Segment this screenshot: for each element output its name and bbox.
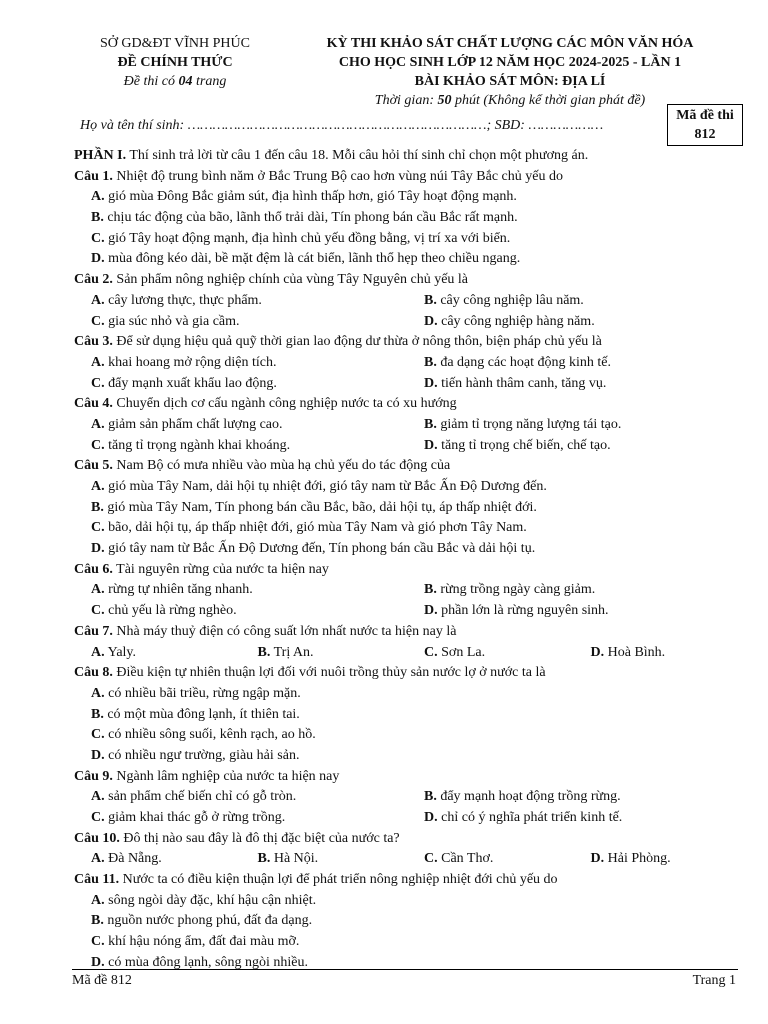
answer-option	[74, 539, 740, 560]
answer-option	[407, 787, 740, 808]
option-text: cây công nghiệp lâu năm.	[436, 292, 584, 308]
option-label: D.	[424, 375, 438, 391]
option-text: gió tây nam từ Bắc Ấn Độ Dương đến, Tín phong bán cầu Bắc và dải hội tụ.	[104, 541, 536, 557]
option-label: D.	[590, 644, 605, 660]
option-text: Cần Thơ.	[437, 851, 494, 867]
answer-option	[407, 808, 740, 829]
student-info-line: Họ và tên thí sinh: ………………………………………………………………; SBD: ………………	[80, 118, 604, 133]
answer-option	[74, 601, 407, 622]
answer-option	[74, 705, 740, 726]
question-text: Chuyển dịch cơ cấu ngành công nghiệp nước ta có xu hướng	[112, 396, 457, 412]
answer-option	[407, 415, 740, 436]
option-label: B.	[424, 416, 437, 432]
option-text: có mùa đông lạnh, sông ngòi nhiều.	[104, 954, 308, 970]
question-text: Ngành lâm nghiệp của nước ta hiện nay	[112, 768, 340, 784]
question-text: Nước ta có điều kiện thuận lợi để phát triển nông nghiệp nhiệt đới chủ yếu do	[119, 872, 558, 888]
header-left	[60, 34, 290, 91]
question-stem	[74, 167, 740, 188]
option-label: B.	[424, 582, 437, 598]
answer-option	[74, 436, 407, 457]
answer-option	[74, 229, 740, 250]
option-label: C.	[91, 437, 105, 453]
option-text: gió mùa Tây Nam, Tín phong bán cầu Bắc, bão, dải hội tụ, áp thấp nhiệt đới.	[103, 499, 537, 515]
answer-row	[74, 601, 740, 622]
option-text: có nhiều ngư trường, giàu hải sản.	[104, 747, 300, 763]
department-name: SỞ GD&ĐT VĨNH PHÚC	[99, 36, 250, 51]
option-label: B.	[424, 789, 437, 805]
option-text: gió Tây hoạt động mạnh, địa hình chủ yếu đồng bằng, vị trí xa với biển.	[104, 230, 511, 246]
answer-option	[74, 518, 740, 539]
option-label: C.	[91, 520, 105, 536]
answer-option	[407, 601, 740, 622]
option-text: chỉ có ý nghĩa phát triển kinh tế.	[437, 810, 623, 825]
option-label: A.	[91, 416, 105, 432]
option-label: C.	[91, 313, 105, 329]
answer-option	[74, 580, 407, 601]
option-label: A.	[91, 479, 105, 494]
option-text: Yaly.	[104, 644, 137, 660]
option-text: đẩy mạnh xuất khẩu lao động.	[104, 375, 277, 391]
answer-option	[74, 477, 740, 498]
option-label: D.	[424, 810, 438, 825]
option-text: có nhiều sông suối, kênh rạch, ao hồ.	[104, 727, 316, 743]
option-label: D.	[424, 437, 438, 453]
question-stem	[74, 870, 740, 891]
header-right	[290, 34, 730, 110]
question-text: Sản phẩm nông nghiệp chính của vùng Tây Nguyên chủ yếu là	[112, 272, 469, 288]
question-number: Câu 9.	[74, 768, 113, 784]
answer-option	[407, 312, 740, 333]
question-text: Nhà máy thuỷ điện có công suất lớn nhất nước ta hiện nay là	[112, 623, 457, 639]
answer-option	[74, 291, 407, 312]
footer-exam-code: Mã đề 812	[72, 973, 132, 988]
answer-option	[407, 849, 574, 870]
option-label: C.	[424, 644, 438, 660]
option-text: bão, dải hội tụ, áp thấp nhiệt đới, gió mùa Tây Nam và gió phơn Tây Nam.	[104, 520, 527, 536]
question-text: Điều kiện tự nhiên thuận lợi đối với nuôi trồng thủy sản nước lợ ở nước ta là	[112, 665, 546, 681]
answer-option	[74, 415, 407, 436]
answer-row	[74, 808, 740, 829]
answer-row	[74, 580, 740, 601]
option-text: Trị An.	[270, 644, 314, 660]
option-label: C.	[91, 230, 105, 246]
question-text: Để sử dụng hiệu quả quỹ thời gian lao động dư thừa ở nông thôn, biện pháp chủ yếu là	[112, 334, 602, 350]
answer-option	[74, 498, 740, 519]
option-text: sản phẩm chế biến chỉ có gỗ tròn.	[104, 789, 297, 805]
exam-title-2: CHO HỌC SINH LỚP 12 NĂM HỌC 2024-2025 - LẦN 1	[338, 55, 682, 70]
option-label: A.	[91, 582, 105, 598]
option-label: A.	[91, 892, 105, 908]
answer-option	[407, 291, 740, 312]
part1-instruction: PHẦN I. Thí sinh trả lời từ câu 1 đến câu 18. Mỗi câu hỏi thí sinh chỉ chọn một phương án.	[74, 148, 589, 163]
option-text: Hoà Bình.	[604, 644, 666, 660]
option-text: cây lương thực, thực phẩm.	[104, 292, 262, 308]
option-text: khí hậu nóng ẩm, đất đai màu mỡ.	[104, 934, 300, 950]
answer-row	[74, 291, 740, 312]
option-label: D.	[590, 851, 605, 867]
answer-option	[74, 891, 740, 912]
option-label: A.	[91, 354, 105, 370]
option-text: đa dạng các hoạt động kinh tế.	[436, 354, 612, 370]
option-text: nguồn nước phong phú, đất đa dạng.	[103, 913, 313, 929]
answer-option	[74, 312, 407, 333]
option-label: B.	[91, 499, 104, 515]
option-text: rừng tự nhiên tăng nhanh.	[104, 582, 253, 598]
exam-code-value: 812	[694, 127, 716, 142]
option-text: sông ngòi dày đặc, khí hậu cận nhiệt.	[104, 892, 317, 908]
option-text: cây công nghiệp hàng năm.	[437, 313, 595, 329]
answer-option	[241, 849, 408, 870]
exam-content	[74, 146, 740, 974]
question-text: Tài nguyên rừng của nước ta hiện nay	[112, 561, 329, 577]
option-label: B.	[91, 913, 104, 929]
question-number: Câu 4.	[74, 396, 113, 412]
option-label: D.	[424, 313, 438, 329]
question-stem	[74, 622, 740, 643]
answer-option	[407, 436, 740, 457]
option-text: Sơn La.	[437, 644, 486, 660]
exam-title-1: KỲ THI KHẢO SÁT CHẤT LƯỢNG CÁC MÔN VĂN HÓA	[326, 36, 694, 51]
option-label: C.	[91, 375, 105, 391]
question-number: Câu 10.	[74, 830, 120, 846]
option-text: giảm tỉ trọng năng lượng tái tạo.	[436, 416, 622, 432]
question-stem	[74, 394, 740, 415]
option-text: đẩy mạnh hoạt động trồng rừng.	[436, 789, 621, 805]
answer-option	[74, 249, 740, 270]
option-text: gia súc nhỏ và gia cầm.	[104, 313, 240, 329]
question-text: Nhiệt độ trung bình năm ở Bắc Trung Bộ cao hơn vùng núi Tây Bắc chủ yếu do	[112, 168, 563, 184]
exam-title-3: BÀI KHẢO SÁT MÔN: ĐỊA LÍ	[414, 74, 606, 89]
answer-option	[74, 911, 740, 932]
footer-divider	[72, 969, 738, 970]
answer-row	[74, 353, 740, 374]
option-label: C.	[424, 851, 438, 867]
answer-option	[74, 808, 407, 829]
option-label: D.	[424, 603, 438, 619]
option-text: có một mùa đông lạnh, ít thiên tai.	[103, 706, 300, 722]
answer-option	[74, 353, 407, 374]
option-text: gió mùa Đông Bắc giảm sút, địa hình thấp hơn, gió Tây hoạt động mạnh.	[104, 189, 517, 205]
question-stem	[74, 767, 740, 788]
exam-code-label: Mã đề thi	[676, 108, 734, 123]
option-label: D.	[91, 747, 105, 763]
question-number: Câu 8.	[74, 665, 113, 681]
option-label: A.	[91, 644, 105, 660]
question-stem	[74, 663, 740, 684]
question-stem	[74, 829, 740, 850]
option-label: B.	[424, 354, 437, 370]
answer-option	[74, 725, 740, 746]
answer-option	[74, 684, 740, 705]
option-text: Hải Phòng.	[604, 851, 671, 867]
answer-option	[574, 849, 741, 870]
option-text: giảm khai thác gỗ ở rừng trồng.	[104, 810, 286, 825]
answer-row	[74, 415, 740, 436]
answer-option	[407, 353, 740, 374]
option-label: D.	[91, 954, 105, 970]
exam-time: Thời gian: 50 phút (Không kể thời gian phát đề)	[374, 93, 646, 108]
question-number: Câu 1.	[74, 168, 113, 184]
question-stem	[74, 332, 740, 353]
answer-option	[74, 643, 241, 664]
option-label: C.	[91, 727, 105, 743]
answer-row	[74, 849, 740, 870]
question-number: Câu 3.	[74, 334, 113, 350]
answer-option	[74, 208, 740, 229]
option-label: B.	[91, 706, 104, 722]
page-count-note: Đề thi có 04 trang	[123, 74, 227, 89]
answer-option	[74, 849, 241, 870]
option-label: C.	[91, 810, 105, 825]
option-text: chịu tác động của bão, lãnh thổ trải dài, Tín phong bán cầu Bắc rất mạnh.	[103, 210, 518, 226]
official-label: ĐỀ CHÍNH THỨC	[117, 55, 233, 70]
option-label: B.	[257, 644, 271, 660]
question-stem	[74, 560, 740, 581]
option-label: D.	[91, 251, 105, 267]
answer-option	[74, 187, 740, 208]
option-text: có nhiều bãi triều, rừng ngập mặn.	[104, 685, 301, 701]
option-label: C.	[91, 934, 105, 950]
exam-code-box	[667, 104, 743, 146]
question-number: Câu 5.	[74, 458, 113, 474]
answer-option	[241, 643, 408, 664]
answer-option	[407, 374, 740, 395]
option-label: C.	[91, 603, 105, 619]
question-stem	[74, 456, 740, 477]
option-label: A.	[91, 292, 105, 308]
answer-row	[74, 436, 740, 457]
question-stem	[74, 270, 740, 291]
question-number: Câu 7.	[74, 623, 113, 639]
option-text: tăng tỉ trọng ngành khai khoáng.	[104, 437, 291, 453]
answer-option	[74, 932, 740, 953]
option-text: tăng tỉ trọng chế biến, chế tạo.	[437, 437, 611, 453]
answer-option	[74, 746, 740, 767]
option-text: giảm sản phẩm chất lượng cao.	[104, 416, 283, 432]
option-label: A.	[91, 189, 105, 205]
option-label: A.	[91, 685, 105, 701]
answer-option	[574, 643, 741, 664]
option-text: Hà Nội.	[270, 851, 319, 867]
question-text: Nam Bộ có mưa nhiều vào mùa hạ chủ yếu do tác động của	[112, 458, 451, 474]
answer-option	[74, 374, 407, 395]
answer-row	[74, 643, 740, 664]
answer-option	[74, 953, 740, 974]
option-text: gió mùa Tây Nam, dải hội tụ nhiệt đới, gió tây nam từ Bắc Ấn Độ Dương đến.	[104, 479, 547, 494]
answer-option	[407, 580, 740, 601]
option-label: B.	[91, 210, 104, 226]
option-text: mùa đông kéo dài, bề mặt đệm là cát biển, lãnh thổ hẹp theo chiều ngang.	[104, 251, 521, 267]
answer-option	[74, 787, 407, 808]
option-label: A.	[91, 851, 105, 867]
question-text: Đô thị nào sau đây là đô thị đặc biệt của nước ta?	[119, 830, 400, 846]
question-number: Câu 2.	[74, 272, 113, 288]
question-number: Câu 6.	[74, 561, 113, 577]
option-label: D.	[91, 541, 105, 557]
option-text: khai hoang mở rộng diện tích.	[104, 354, 277, 370]
answer-row	[74, 787, 740, 808]
option-text: Đà Nẵng.	[104, 851, 162, 867]
option-label: A.	[91, 789, 105, 805]
option-text: tiến hành thâm canh, tăng vụ.	[437, 375, 607, 391]
answer-row	[74, 374, 740, 395]
option-label: B.	[257, 851, 271, 867]
option-text: phần lớn là rừng nguyên sinh.	[437, 603, 609, 619]
option-label: B.	[424, 292, 437, 308]
option-text: rừng trồng ngày càng giảm.	[436, 582, 596, 598]
option-text: chủ yếu là rừng nghèo.	[104, 603, 237, 619]
answer-row	[74, 312, 740, 333]
answer-option	[407, 643, 574, 664]
footer-page-number: Trang 1	[692, 973, 736, 988]
question-number: Câu 11.	[74, 872, 120, 888]
